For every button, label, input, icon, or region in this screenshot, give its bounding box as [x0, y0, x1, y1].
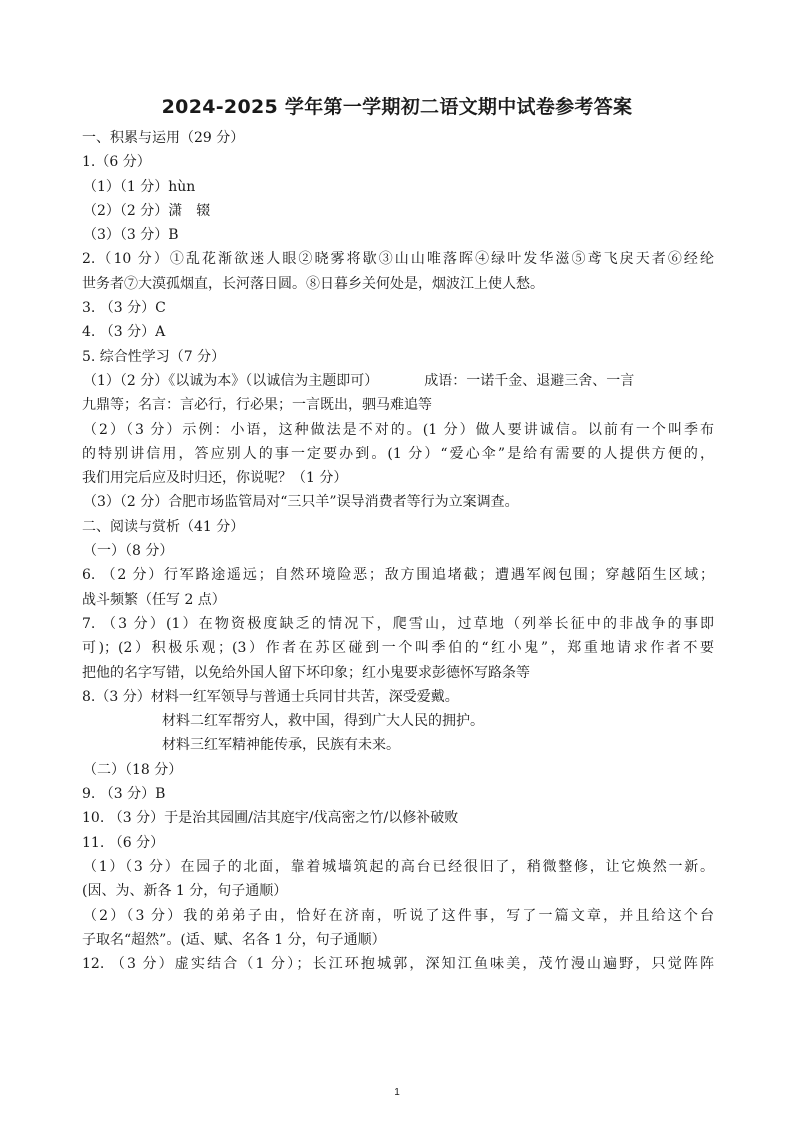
question-line: 2.（10 分）①乱花渐欲迷人眼②晓雾将歇③山山唯落晖④绿叶发华滋⑤鸢飞戾天者⑥经纶	[82, 251, 714, 268]
page-number: 1	[394, 1087, 400, 1098]
answer-line: （2）（3 分）示例：小语，这种做法是不对的。(1 分）做人要讲诚信。以前有一个叫季布	[83, 421, 714, 438]
answer-line: 世务者⑦大漠孤烟直，长河落日圆。⑧日暮乡关何处是，烟波江上使人愁。	[82, 275, 544, 292]
page-title: 2024-2025 学年第一学期初二语文期中试卷参考答案	[161, 96, 633, 118]
section-heading: 二、阅读与赏析（41 分）	[82, 518, 245, 535]
answer-line: 的特别讲信用，答应别人的事一定要办到。(1 分）“爱心伞”是给有需要的人提供方便的，	[82, 445, 714, 462]
answer-line	[82, 369, 714, 393]
question-line: 12. （3 分）虚实结合（1 分）；长江环抱城郭，深知江鱼味美，茂竹漫山遍野，只觉阵阵	[82, 956, 714, 973]
answer-line: （1）（1 分）hùn	[83, 178, 196, 195]
question-line: 8.（3 分）材料一红军领导与普通士兵同甘共苦，深受爱戴。	[82, 688, 459, 705]
answer-line: （3）（3 分）B	[83, 227, 179, 244]
question-line: 6. （2 分）行军路途遥远；自然环境险恶；敌方围追堵截；遭遇军阀包围；穿越陌生区域；	[82, 567, 714, 584]
answer-line: （1）（3 分）在园子的北面，靠着城墙筑起的高台已经很旧了，稍微整修，让它焕然一新。	[83, 858, 714, 875]
subsection-heading: （一）（8 分）	[83, 543, 174, 560]
answer-line: （3）（2 分）合肥市场监管局对“三只羊”误导消费者等行为立案调查。	[83, 494, 519, 511]
answer-line: (因、为、新各 1 分，句子通顺）	[82, 883, 288, 900]
question-line: 10. （3 分）于是治其园圃/洁其庭宇/伐高密之竹/以修补破败	[82, 810, 459, 827]
section-heading: 一、积累与运用（29 分）	[82, 130, 245, 146]
answer-line: 可)；(2）积极乐观；(3）作者在苏区碰到一个叫季伯的“红小鬼”，郑重地请求作者不要	[82, 640, 714, 657]
subsection-heading: （二）（18 分）	[83, 761, 183, 778]
question-line: 5. 综合性学习（7 分）	[82, 348, 226, 365]
answer-body	[82, 126, 714, 976]
answer-line: （2）（2 分）潇 辍	[83, 202, 211, 219]
answer-line: （2）（3 分）我的弟弟子由，恰好在济南，听说了这件事，写了一篇文章，并且给这个台	[83, 907, 714, 924]
question-line: 11. （6 分）	[82, 834, 165, 851]
answer-line: 材料三红军精神能传承，民族有未来。	[162, 737, 400, 754]
answer-line: 材料二红军帮穷人，救中国，得到广大人民的拥护。	[162, 713, 484, 730]
question-line: 7. （3 分）(1）在物资极度缺乏的情况下，爬雪山，过草地（列举长征中的非战争的事即	[82, 615, 714, 632]
answer-title-part: （1）（2 分）《以诚为本》（以诚信为主题即可）	[83, 372, 379, 389]
question-line: 3. （3 分）C	[82, 300, 166, 317]
answer-line: 我们用完后应及时归还，你说呢？（1 分）	[82, 470, 348, 487]
question-line: 4. （3 分）A	[82, 324, 166, 341]
answer-line: 九鼎等；名言：言必行，行必果；一言既出，驷马难追等	[82, 397, 432, 414]
answer-line: 把他的名字写错，以免给外国人留下坏印象；红小鬼要求彭德怀写路条等	[82, 664, 530, 681]
answer-line: 子取名“超然”。(适、赋、名各 1 分，句子通顺）	[82, 931, 386, 948]
answer-idiom-part: 成语：一诺千金、退避三舍、一言	[424, 372, 635, 389]
question-line: 1.（6 分）	[82, 154, 151, 171]
question-line: 9. （3 分）B	[82, 786, 166, 803]
answer-line: 战斗频繁（任写 2 点）	[82, 591, 226, 608]
